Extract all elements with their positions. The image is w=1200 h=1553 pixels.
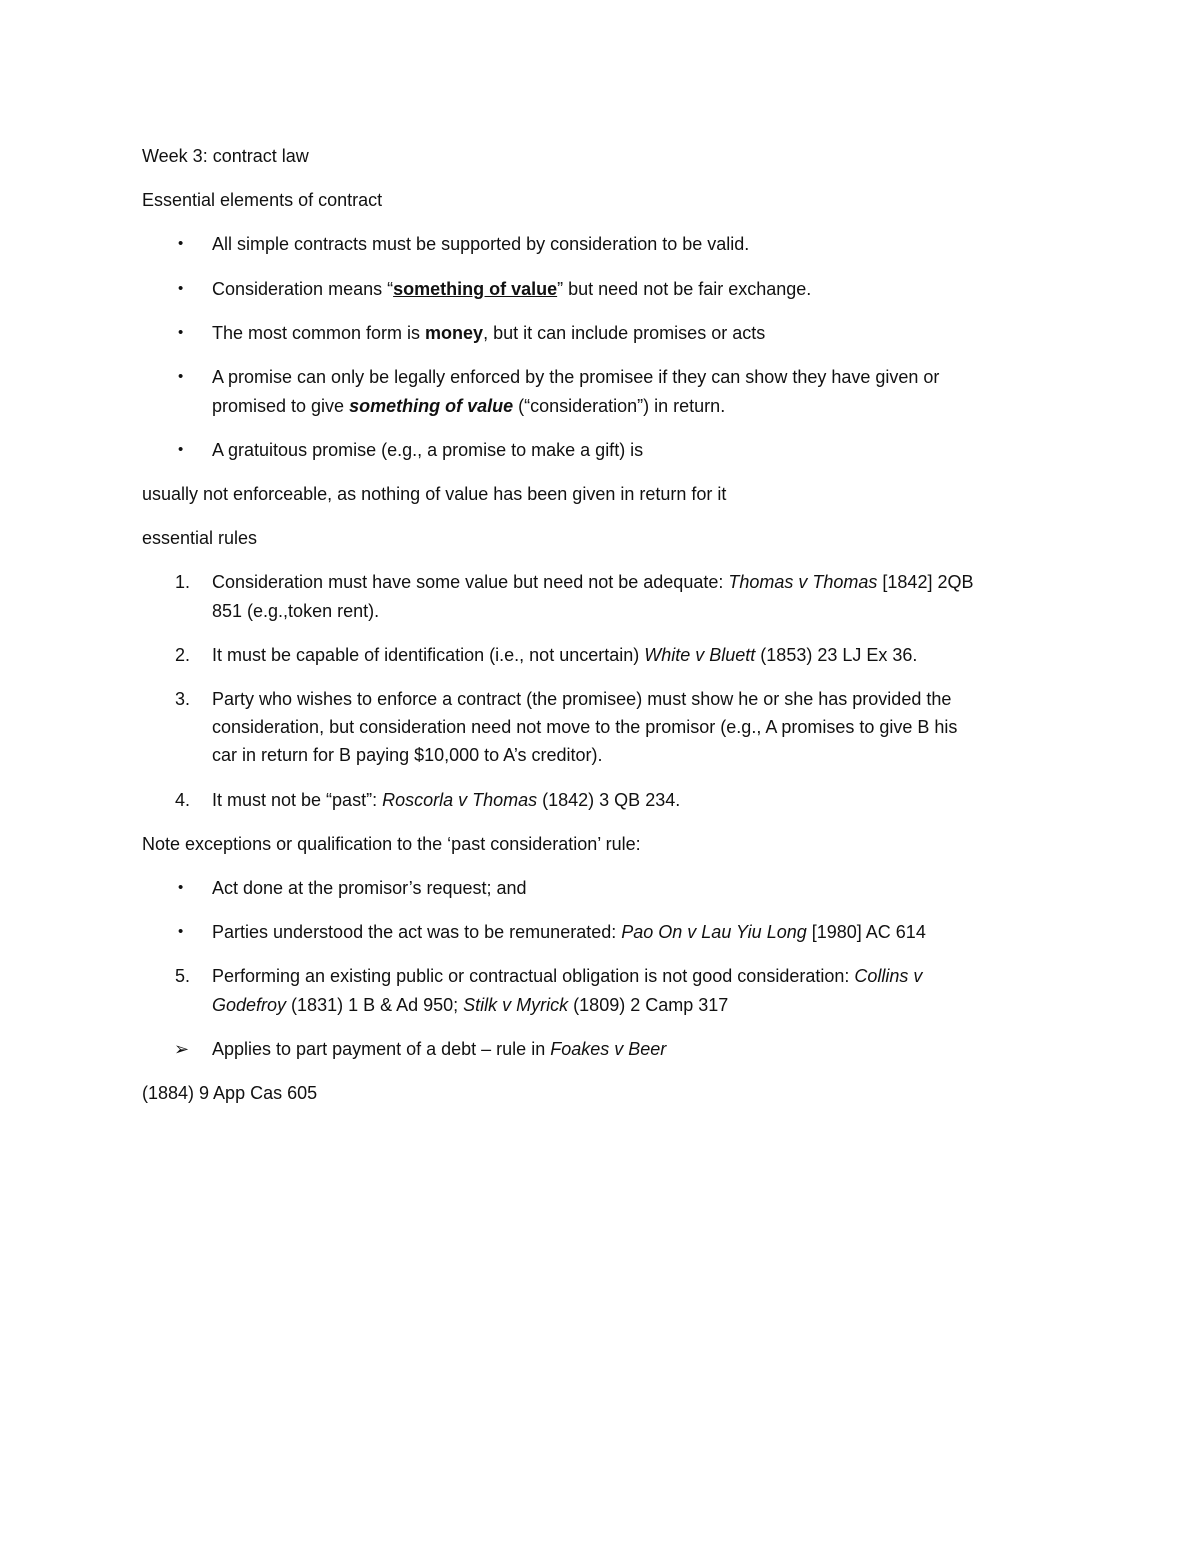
case-name: White v Bluett bbox=[644, 645, 756, 665]
bullet-item: Act done at the promisor’s request; and bbox=[212, 878, 527, 898]
list-number: 1. bbox=[175, 572, 191, 592]
bullet-item: All simple contracts must be supported by consideration to be valid. bbox=[212, 234, 750, 254]
section-heading-essential-elements: Essential elements of contract bbox=[142, 190, 383, 210]
rule-item: It must be capable of identification (i.e., not uncertain) White v Bluett (1853) 23 LJ Ex 36. bbox=[212, 645, 918, 665]
citation-continuation: (1884) 9 App Cas 605 bbox=[142, 1083, 318, 1103]
bullet-item: The most common form is money, but it can include promises or acts bbox=[212, 323, 766, 343]
bullet-icon: • bbox=[178, 879, 184, 896]
bullet-item: A gratuitous promise (e.g., a promise to make a gift) is bbox=[212, 440, 644, 460]
arrow-item: Applies to part payment of a debt – rule in Foakes v Beer bbox=[212, 1039, 667, 1059]
case-name: Pao On v Lau Yiu Long bbox=[621, 922, 807, 942]
list-number: 3. bbox=[175, 689, 191, 709]
bullet-icon: • bbox=[178, 324, 184, 341]
bullet-icon: • bbox=[178, 235, 184, 252]
case-name: Roscorla v Thomas bbox=[382, 790, 538, 810]
rule-item-continuation: car in return for B paying $10,000 to A’s creditor). bbox=[212, 745, 603, 765]
bullet-icon: • bbox=[178, 368, 184, 385]
emphasis-text: money bbox=[425, 323, 484, 343]
rule-item-continuation: 851 (e.g.,token rent). bbox=[212, 601, 380, 621]
bullet-item: A promise can only be legally enforced by the promisee if they can show they have given or bbox=[212, 367, 940, 387]
emphasis-text: something of value bbox=[349, 396, 514, 416]
bullet-item: Consideration means “something of value” but need not be fair exchange. bbox=[212, 279, 812, 299]
list-number: 2. bbox=[175, 645, 191, 665]
arrow-bullet-icon: ➢ bbox=[174, 1039, 190, 1059]
rule-item: Performing an existing public or contractual obligation is not good consideration: Collins v bbox=[212, 966, 923, 986]
document-title: Week 3: contract law bbox=[142, 146, 309, 166]
case-name: Stilk v Myrick bbox=[463, 995, 569, 1015]
rule-item: It must not be “past”: Roscorla v Thomas (1842) 3 QB 234. bbox=[212, 790, 681, 810]
rule-item-continuation: Godefroy (1831) 1 B & Ad 950; Stilk v Myrick (1809) 2 Camp 317 bbox=[212, 995, 729, 1015]
case-name: Thomas v Thomas bbox=[728, 572, 878, 592]
bullet-icon: • bbox=[178, 280, 184, 297]
rule-item-continuation: consideration, but consideration need not move to the promisor (e.g., A promises to give B his bbox=[212, 717, 958, 737]
paragraph-continuation: usually not enforceable, as nothing of value has been given in return for it bbox=[142, 484, 727, 504]
bullet-item: Parties understood the act was to be remunerated: Pao On v Lau Yiu Long [1980] AC 614 bbox=[212, 922, 926, 942]
note-paragraph: Note exceptions or qualification to the ‘past consideration’ rule: bbox=[142, 834, 641, 854]
emphasis-text: something of value bbox=[393, 279, 558, 299]
list-number: 4. bbox=[175, 790, 191, 810]
bullet-icon: • bbox=[178, 441, 184, 458]
list-number: 5. bbox=[175, 966, 191, 986]
rule-item: Party who wishes to enforce a contract (the promisee) must show he or she has provided the bbox=[212, 689, 952, 709]
bullet-item-continuation: promised to give something of value (“consideration”) in return. bbox=[212, 396, 726, 416]
bullet-icon: • bbox=[178, 923, 184, 940]
case-name: Foakes v Beer bbox=[550, 1039, 667, 1059]
section-heading-essential-rules: essential rules bbox=[142, 528, 258, 548]
case-name: Collins v bbox=[854, 966, 923, 986]
case-name: Godefroy bbox=[212, 995, 287, 1015]
rule-item: Consideration must have some value but need not be adequate: Thomas v Thomas [1842] 2QB bbox=[212, 572, 974, 592]
